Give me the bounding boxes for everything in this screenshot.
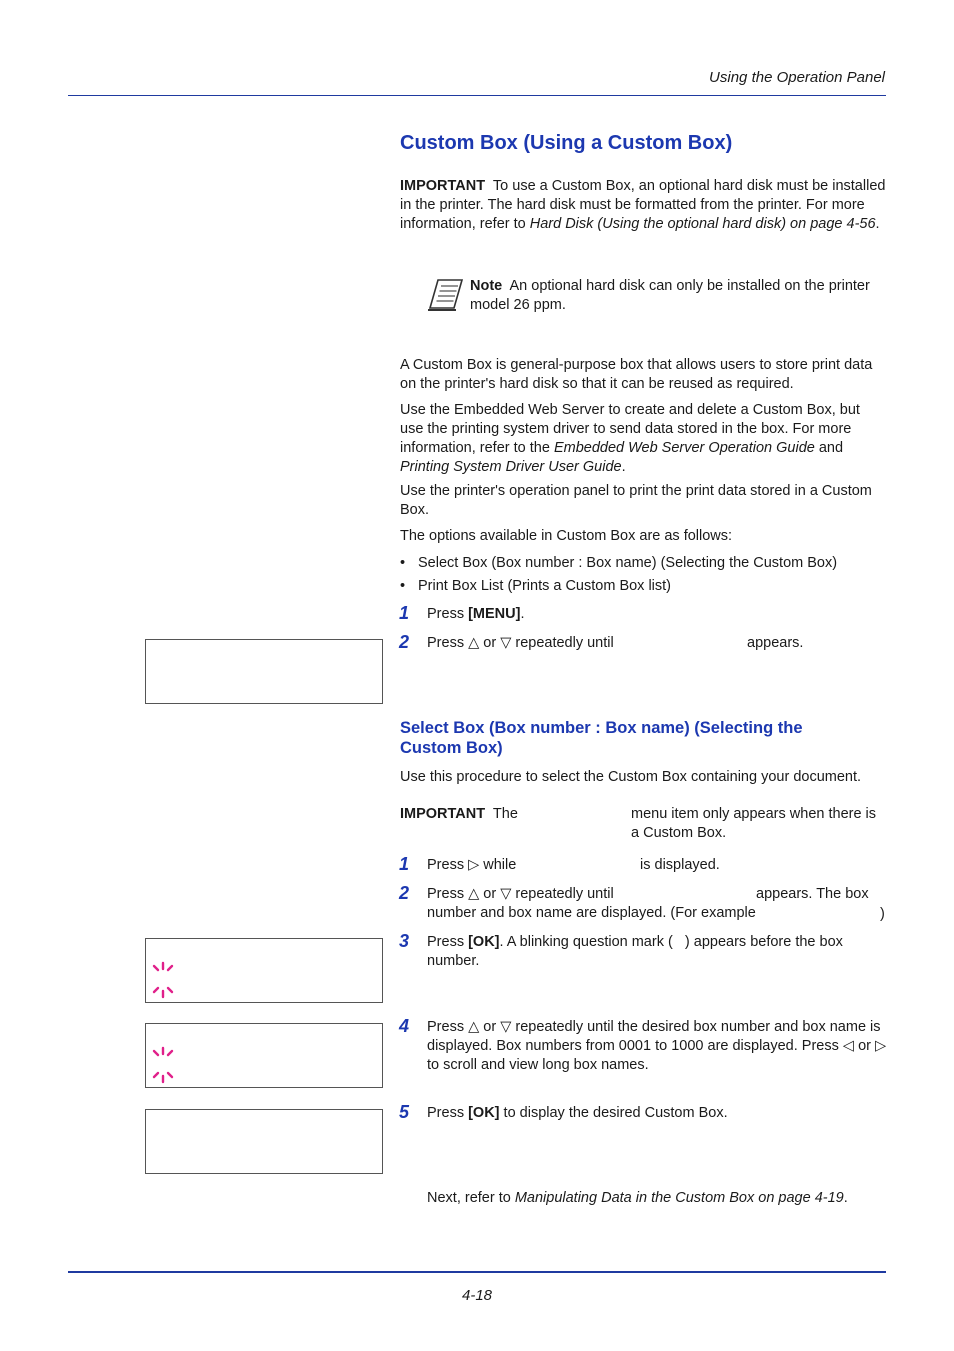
running-header: Using the Operation Panel: [709, 69, 885, 86]
note-text: An optional hard disk can only be installed on the printer model 26 ppm.: [470, 278, 870, 313]
section-title: Custom Box (Using a Custom Box): [400, 132, 733, 154]
subsection-title: Select Box (Box number : Box name) (Selecting the Custom Box): [400, 719, 803, 757]
lcd-display-4: [145, 1109, 383, 1174]
step-number: 1: [399, 603, 410, 623]
web-server-guide-ref[interactable]: Embedded Web Server Operation Guide: [553, 440, 815, 456]
blink-indicator-icon: [150, 1045, 176, 1063]
lcd-display-3: [145, 1023, 383, 1088]
page-number: 4-18: [461, 1287, 493, 1304]
blink-indicator-icon: [150, 1067, 176, 1085]
blink-indicator-icon: [150, 960, 176, 978]
step-text-close: ): [880, 906, 885, 922]
important-label: IMPORTANT: [400, 806, 486, 822]
step-text-end: is displayed.: [640, 857, 720, 873]
step-number: 5: [399, 1102, 410, 1122]
step-text: Press ▷ while: [427, 857, 517, 873]
step-text-end: appears.: [747, 635, 804, 651]
step-number: 3: [399, 931, 410, 951]
step-number: 1: [399, 854, 410, 874]
paragraph-operation-panel: Use the printer's operation panel to print the print data stored in a Custom Box.: [400, 483, 872, 518]
list-item: • Select Box (Box number : Box name) (Selecting the Custom Box): [400, 554, 886, 573]
next-reference: Next, refer to Manipulating Data in the Custom Box on page 4-19.: [427, 1190, 848, 1206]
step-number: 2: [399, 632, 410, 652]
paragraph-custom-box: A Custom Box is general-purpose box that allows users to store print data on the printer's hard disk so that it can be reused as required.: [400, 357, 873, 392]
important-notice-2: IMPORTANT The: [400, 806, 518, 822]
options-list: [400, 554, 886, 600]
subsection-intro: Use this procedure to select the Custom Box containing your document.: [400, 769, 862, 785]
hard-disk-link[interactable]: Hard Disk (Using the optional hard disk) on page 4-56: [529, 216, 876, 232]
step-text: Press △ or ▽ repeatedly until: [427, 635, 614, 651]
step-text: Press △ or ▽ repeatedly until the desired box number and box name is displayed. Box numbers from 0001 to 1000 are displayed. Press ◁ or ▷ to scroll and view long box names.: [427, 1019, 887, 1073]
manipulating-data-link[interactable]: Manipulating Data in the Custom Box on page 4-19: [514, 1190, 844, 1206]
important-notice: IMPORTANT To use a Custom Box, an optional hard disk must be installed in the printer. The hard disk must be formatted from the printer. For more information, refer to Hard Disk (Using the optional hard disk) on page 4-56.: [400, 178, 886, 232]
list-item: • Print Box List (Prints a Custom Box list): [400, 577, 886, 596]
step-text: Press [OK] to display the desired Custom Box.: [427, 1105, 728, 1121]
note-icon: [426, 276, 466, 312]
step-text: Press △ or ▽ repeatedly until: [427, 886, 614, 902]
important-label: IMPORTANT: [400, 178, 486, 194]
driver-guide-ref[interactable]: Printing System Driver User Guide: [400, 459, 622, 475]
note-box: [470, 277, 870, 315]
lcd-display-1: [145, 639, 383, 704]
step-number: 2: [399, 883, 410, 903]
lcd-display-2: [145, 938, 383, 1003]
step-number: 4: [399, 1016, 410, 1036]
paragraph-options: The options available in Custom Box are as follows:: [400, 528, 733, 544]
footer-rule: [68, 1271, 886, 1273]
important-text: To use a Custom Box, an optional hard disk must be installed in the printer. The hard disk must be formatted from the printer. For more information, refer to: [400, 178, 886, 232]
step-text: Press [MENU].: [427, 606, 525, 622]
important-text-2: menu item only appears when there is a Custom Box.: [631, 806, 877, 841]
step-text: Press [OK]. A blinking question mark ( ) appears before the box number.: [427, 934, 843, 969]
paragraph-web-server: Use the Embedded Web Server to create and delete a Custom Box, but use the printing system driver to send data stored in the box. For more information, refer to the Embedded Web Server Operation Guide and Printing System Driver User Guide.: [400, 402, 860, 475]
header-rule: [68, 95, 886, 96]
note-label: Note: [470, 278, 503, 294]
step-text-cont: appears. The box number and box name are displayed. (For example: [427, 886, 869, 921]
blink-indicator-icon: [150, 982, 176, 1000]
